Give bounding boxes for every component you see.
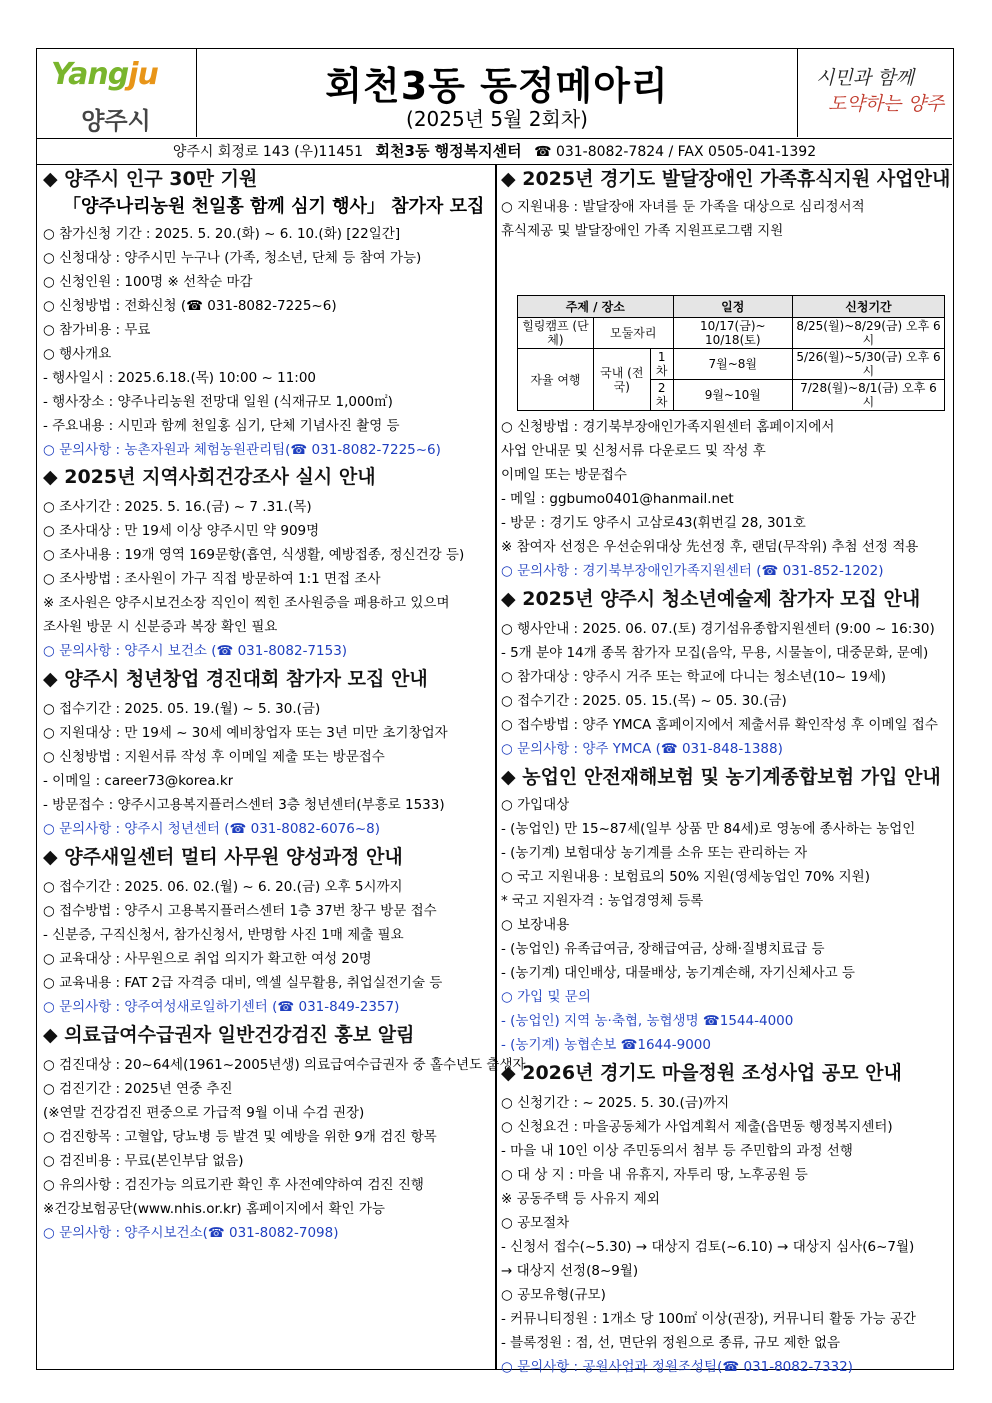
text-line: ○ 교육대상 : 사무원으로 취업 의지가 확고한 여성 20명 (43, 951, 372, 967)
text-line: ○ 검진비용 : 무료(본인부담 없음) (43, 1153, 244, 1169)
text-line: ※ 참여자 선정은 우선순위대상 先선정 후, 랜덤(무작위) 추첨 선정 적용 (501, 539, 919, 555)
text-line: ○ 신청인원 : 100명 ※ 선착순 마감 (43, 274, 253, 290)
slogan-line-2: 도약하는 양주 (828, 93, 945, 115)
text-line: ○ 신청요건 : 마을공동체가 사업계획서 제출(읍면동 행정복지센터) (501, 1119, 893, 1135)
column-divider (495, 165, 497, 1369)
text-line: - 마을 내 10인 이상 주민동의서 첨부 등 주민합의 과정 선행 (501, 1143, 853, 1159)
text-line: ○ 유의사항 : 검진가능 의료기관 확인 후 사전예약하여 검진 진행 (43, 1177, 424, 1193)
table-cell: 모둘자리 (593, 318, 673, 349)
section-heading: ◆ 의료급여수급권자 일반건강검진 홍보 알림 (43, 1024, 415, 1046)
text-line: → 대상지 선정(8~9월) (501, 1263, 639, 1279)
text-line: - 5개 분야 14개 종목 참가자 모집(음악, 무용, 시물놀이, 대중문화, 문예) (501, 645, 929, 661)
table-header: 주제 / 장소 (518, 296, 674, 318)
table-cell: 국내 (전국) (593, 349, 650, 411)
logo-text-en: Yang (51, 57, 129, 92)
table-cell: 8/25(월)~8/29(금) 오후 6시 (792, 318, 944, 349)
section-heading: ◆ 2025년 경기도 발달장애인 가족휴식지원 사업안내 (501, 168, 951, 190)
text-line: - (농업인) 만 15~87세(일부 상품 만 84세)로 영농에 종사하는 농업인 (501, 821, 916, 837)
section-heading: ◆ 양주시 청년창업 경진대회 참가자 모집 안내 (43, 668, 428, 690)
text-line: ※ 공동주택 등 사유지 제외 (501, 1191, 660, 1207)
header (37, 49, 952, 139)
text-line: ○ 신청기간 : ~ 2025. 5. 30.(금)까지 (501, 1095, 730, 1111)
text-line: ○ 참가비용 : 무료 (43, 322, 151, 338)
text-line: 사업 안내문 및 신청서류 다운로드 및 작성 후 (501, 443, 766, 459)
page-title: 회천3동 동정메아리 (325, 64, 669, 108)
text-line: 이메일 또는 방문접수 (501, 467, 627, 483)
text-line: ○ 검진대상 : 20~64세(1961~2005년생) 의료급여수급권자 중 홀수년도 출생자 (43, 1057, 526, 1073)
title-box (197, 49, 797, 137)
address: 양주시 회정로 143 (우)11451 (172, 144, 364, 160)
table-cell: 9월~10월 (673, 380, 792, 411)
text-line: * 국고 지원자격 : 농업경영체 등록 (501, 893, 704, 909)
text-line: ○ 보장내용 (501, 917, 570, 933)
text-line: ○ 공모절차 (501, 1215, 570, 1231)
text-line: ○ 지원내용 : 발달장애 자녀를 둔 가족을 대상으로 심리정서적 (501, 199, 865, 215)
section-heading: ◆ 2025년 지역사회건강조사 실시 안내 (43, 466, 376, 488)
text-line: ○ 교육내용 : FAT 2급 자격증 대비, 엑셀 실무활용, 취업실전기술 등 (43, 975, 443, 991)
text-line: - 방문 : 경기도 양주시 고삼로43(휘번길 28, 301호 (501, 515, 806, 531)
section-heading: ◆ 2025년 양주시 청소년예술제 참가자 모집 안내 (501, 588, 921, 610)
section-heading: ◆ 양주새일센터 멀티 사무원 양성과정 안내 (43, 846, 403, 868)
text-line: - 신청서 접수(~5.30) → 대상지 검토(~6.10) → 대상지 심사(6~7월) (501, 1239, 915, 1255)
text-line: - (농기계) 농협손보 ☎1644-9000 (501, 1037, 711, 1053)
schedule-table (517, 295, 945, 411)
text-line: ○ 접수기간 : 2025. 05. 15.(목) ~ 05. 30.(금) (501, 693, 787, 709)
text-line: ○ 참가대상 : 양주시 거주 또는 학교에 다니는 청소년(10~ 19세) (501, 669, 887, 685)
text-line: 「양주나리농원 천일홍 함께 심기 행사」 참가자 모집 (63, 196, 485, 217)
text-line: ○ 지원대상 : 만 19세 ~ 30세 예비창업자 또는 3년 미만 초기창업자 (43, 725, 448, 741)
text-line: - (농기계) 보험대상 농기계를 소유 또는 관리하는 자 (501, 845, 808, 861)
text-line: ○ 접수방법 : 양주시 고용복지플러스센터 1층 37번 창구 방문 접수 (43, 903, 437, 919)
text-line: ○ 공모유형(규모) (501, 1287, 606, 1303)
table-cell: 7/28(월)~8/1(금) 오후 6시 (792, 380, 944, 411)
text-line: - 커뮤니티정원 : 1개소 당 100㎡ 이상(권장), 커뮤니티 활동 가능 공간 (501, 1311, 916, 1327)
text-line: ○ 조사방법 : 조사원이 가구 직접 방문하여 1:1 면접 조사 (43, 571, 381, 587)
text-line: ○ 행사개요 (43, 346, 112, 362)
text-line: ○ 행사안내 : 2025. 06. 07.(토) 경기섬유종합지원센터 (9:00 ~ 16:30) (501, 621, 935, 637)
text-line: ○ 검진기간 : 2025년 연중 추진 (43, 1081, 233, 1097)
table-cell: 1차 (650, 349, 673, 380)
text-line: - 메일 : ggbumo0401@hanmail.net (501, 491, 734, 507)
text-line: ○ 문의사항 : 양주시 보건소 (☎ 031-8082-7153) (43, 643, 348, 659)
text-line: - 블록정원 : 점, 선, 면단위 정원으로 종류, 규모 제한 없음 (501, 1335, 841, 1351)
table-cell: 2차 (650, 380, 673, 411)
text-line: ○ 문의사항 : 경기북부장애인가족지원센터 (☎ 031-852-1202) (501, 563, 884, 579)
address-bar (37, 139, 952, 165)
text-line: ○ 접수기간 : 2025. 06. 02.(월) ~ 6. 20.(금) 오후 5시까지 (43, 879, 403, 895)
yangju-logo (37, 49, 197, 137)
office-name: 회천3동 행정복지센터 (375, 142, 522, 160)
text-line: ○ 참가신청 기간 : 2025. 5. 20.(화) ~ 6. 10.(화) [22일간] (43, 226, 401, 242)
text-line: ○ 국고 지원내용 : 보험료의 50% 지원(영세농업인 70% 지원) (501, 869, 870, 885)
slogan-logo (797, 49, 952, 137)
text-line: ※ 조사원은 양주시보건소장 직인이 찍힌 조사원증을 패용하고 있으며 (43, 595, 450, 611)
text-line: ○ 문의사항 : 공원사업과 정원조성팀(☎ 031-8082-7332) (501, 1359, 853, 1375)
section-heading: ◆ 농업인 안전재해보험 및 농기계종합보험 가입 안내 (501, 766, 941, 788)
text-line: ○ 문의사항 : 양주시 청년센터 (☎ 031-8082-6076~8) (43, 821, 380, 837)
text-line: - 주요내용 : 시민과 함께 천일홍 심기, 단체 기념사진 촬영 등 (43, 418, 400, 434)
text-line: ○ 조사내용 : 19개 영역 169문항(흡연, 식생활, 예방접종, 정신건강 등) (43, 547, 465, 563)
text-line: - 신분증, 구직신청서, 참가신청서, 반명함 사진 1매 제출 필요 (43, 927, 404, 943)
text-line: ○ 접수기간 : 2025. 05. 19.(월) ~ 5. 30.(금) (43, 701, 321, 717)
section-heading: ◆ 양주시 인구 30만 기원 (43, 168, 258, 190)
text-line: ○ 신청방법 : 전화신청 (☎ 031-8082-7225~6) (43, 298, 337, 314)
text-line: ○ 신청방법 : 지원서류 작성 후 이메일 제출 또는 방문접수 (43, 749, 385, 765)
newsletter-frame (36, 48, 954, 1375)
text-line: ○ 문의사항 : 농촌자원과 체험농원관리팀(☎ 031-8082-7225~6) (43, 442, 441, 458)
logo-text-ko: 양주시 (81, 107, 151, 135)
text-line: ○ 문의사항 : 양주여성새로일하기센터 (☎ 031-849-2357) (43, 999, 400, 1015)
text-line: ○ 검진항목 : 고혈압, 당뇨병 등 발견 및 예방을 위한 9개 검진 항목 (43, 1129, 437, 1145)
text-line: - (농기계) 대인배상, 대물배상, 농기계손해, 자기신체사고 등 (501, 965, 855, 981)
table-cell: 힐링캠프 (단체) (518, 318, 594, 349)
text-line: - (농업인) 지역 농·축협, 농협생명 ☎1544-4000 (501, 1013, 794, 1029)
text-line: ○ 가입대상 (501, 797, 570, 813)
logo-text-en-accent: ju (128, 57, 158, 92)
table-cell: 자율 여행 (518, 349, 594, 411)
text-line: - 행사일시 : 2025.6.18.(목) 10:00 ~ 11:00 (43, 370, 317, 386)
text-line: ○ 문의사항 : 양주 YMCA (☎ 031-848-1388) (501, 741, 783, 757)
text-line: - 행사장소 : 양주나리농원 전망대 일원 (식재규모 1,000㎡) (43, 394, 393, 410)
text-line: ○ 대 상 지 : 마을 내 유휴지, 자투리 땅, 노후공원 등 (501, 1167, 808, 1183)
text-line: ○ 접수방법 : 양주 YMCA 홈페이지에서 제출서류 확인작성 후 이메일 접수 (501, 717, 938, 733)
table-cell: 7월~8월 (673, 349, 792, 380)
text-line: - 이메일 : career73@korea.kr (43, 773, 234, 789)
text-line: - 방문접수 : 양주시고용복지플러스센터 3층 청년센터(부흥로 1533) (43, 797, 445, 813)
text-line: - (농업인) 유족급여금, 장해급여금, 상해·질병치료급 등 (501, 941, 825, 957)
contact-numbers: ☎ 031-8082-7824 / FAX 0505-041-1392 (534, 144, 817, 160)
page-subtitle: (2025년 5월 2회차) (406, 107, 588, 131)
text-line: ○ 문의사항 : 양주시보건소(☎ 031-8082-7098) (43, 1225, 339, 1241)
text-line: 휴식제공 및 발달장애인 가족 지원프로그램 지원 (501, 223, 784, 239)
section-heading: ◆ 2026년 경기도 마을정원 조성사업 공모 안내 (501, 1062, 902, 1084)
table-header: 일정 (673, 296, 792, 318)
table-cell: 5/26(월)~5/30(금) 오후 6시 (792, 349, 944, 380)
slogan-line-1: 시민과 함께 (816, 67, 914, 89)
text-line: ○ 가입 및 문의 (501, 989, 591, 1005)
text-line: (※연말 건강검진 편중으로 가급적 9월 이내 수검 권장) (43, 1105, 365, 1121)
table-cell: 10/17(금)~ 10/18(토) (673, 318, 792, 349)
table-header: 신청기간 (792, 296, 944, 318)
text-line: ○ 조사대상 : 만 19세 이상 양주시민 약 909명 (43, 523, 320, 539)
text-line: ○ 신청방법 : 경기북부장애인가족지원센터 홈페이지에서 (501, 419, 835, 435)
text-line: ○ 조사기간 : 2025. 5. 16.(금) ~ 7 .31.(목) (43, 499, 312, 515)
text-line: ○ 신청대상 : 양주시민 누구나 (가족, 청소년, 단체 등 참여 가능) (43, 250, 422, 266)
text-line: 조사원 방문 시 신분증과 복장 확인 필요 (43, 619, 278, 635)
text-line: ※건강보험공단(www.nhis.or.kr) 홈페이지에서 확인 가능 (43, 1201, 385, 1217)
